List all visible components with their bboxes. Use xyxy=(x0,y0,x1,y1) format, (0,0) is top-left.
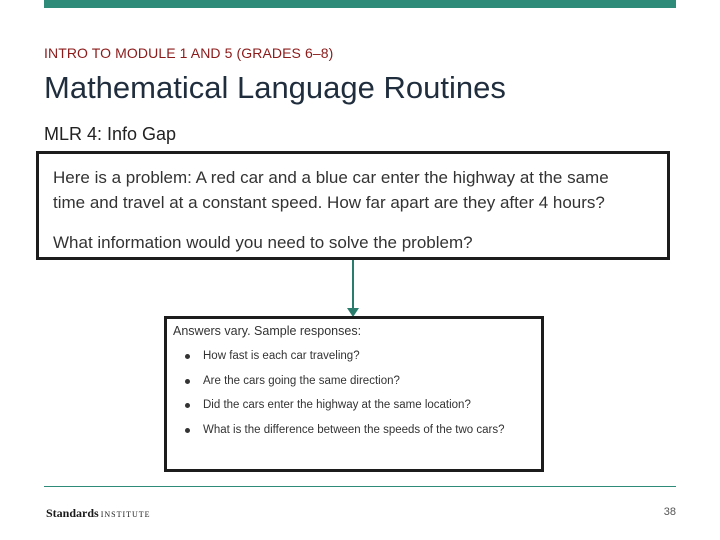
list-item-text: Are the cars going the same direction? xyxy=(203,374,400,387)
footer-divider xyxy=(44,486,676,487)
list-item xyxy=(185,423,535,448)
problem-question: What information would you need to solve the problem? xyxy=(53,233,473,252)
list-item-text: How fast is each car traveling? xyxy=(203,350,360,362)
logo-sub-text: INSTITUTE xyxy=(100,510,151,519)
page-title: Mathematical Language Routines xyxy=(44,70,506,105)
list-item xyxy=(185,374,535,399)
section-kicker: INTRO TO MODULE 1 AND 5 (GRADES 6–8) xyxy=(44,45,334,61)
page-number: 38 xyxy=(663,506,676,518)
bullet-icon xyxy=(185,403,190,408)
problem-line: Here is a problem: A red car and a blue car enter the highway at the same xyxy=(53,168,609,187)
answer-box xyxy=(164,316,544,472)
bullet-icon xyxy=(185,379,190,384)
problem-box xyxy=(36,151,670,260)
answer-intro: Answers vary. Sample responses: xyxy=(173,324,362,338)
list-item xyxy=(185,349,535,374)
bullet-icon xyxy=(185,428,190,433)
list-item-text: What is the difference between the speeds of the two cars? xyxy=(203,423,505,436)
problem-line: time and travel at a constant speed. How far apart are they after 4 hours? xyxy=(53,193,605,212)
top-accent-bar xyxy=(44,0,676,8)
page-subtitle: MLR 4: Info Gap xyxy=(44,124,177,144)
standards-institute-logo xyxy=(46,504,151,522)
list-item-text: Did the cars enter the highway at the same location? xyxy=(203,399,471,411)
connector-arrow xyxy=(352,260,354,312)
answer-list xyxy=(185,349,535,447)
list-item xyxy=(185,398,535,423)
logo-main-text: Standards xyxy=(46,506,99,520)
bullet-icon xyxy=(185,354,190,359)
